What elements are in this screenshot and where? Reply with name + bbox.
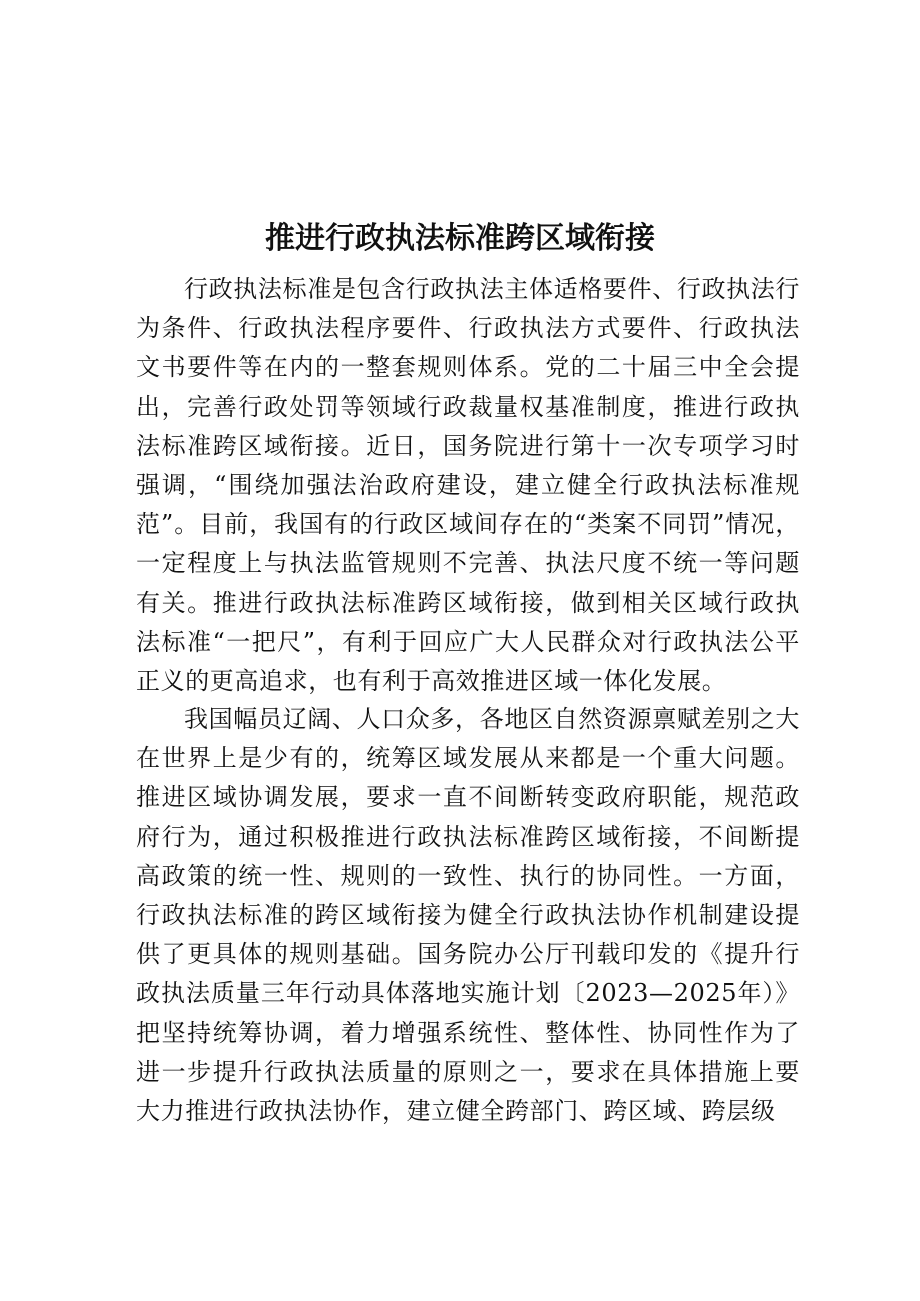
paragraph-2: 我国幅员辽阔、人口众多，各地区自然资源禀赋差别之大在世界上是少有的，统筹区域发展从来都是一个重大问题。推进区域协调发展，要求一直不间断转变政府职能，规范政府行为，通过积极推进行政执法标准跨区域衔接，不间断提高政策的统一性、规则的一致性、执行的协同性。一方面，行政执法标准的跨区域衔接为健全行政执法协作机制建设提供了更具体的规则基础。国务院办公厅刊载印发的《提升行政执法质量三年行动具体落地实施计划〔2023—2025年）》把坚持统筹协调，着力增强系统性、整体性、协同性作为了进一步提升行政执法质量的原则之一，要求在具体措施上要大力推进行政执法协作，建立健全跨部门、跨区域、跨层级	[136, 705, 800, 1126]
paragraph-1: 行政执法标准是包含行政执法主体适格要件、行政执法行为条件、行政执法程序要件、行政执法方式要件、行政执法文书要件等在内的一整套规则体系。党的二十届三中全会提出，完善行政处罚等领域行政裁量权基准制度，推进行政执法标准跨区域衔接。近日，国务院进行第十一次专项学习时强调，“围绕加强法治政府建设，建立健全行政执法标准规范”。目前，我国有的行政区域间存在的“类案不同罚”情况，一定程度上与执法监管规则不完善、执法尺度不统一等问题有关。推进行政执法标准跨区域衔接，做到相关区域行政执法标准“一把尺”，有利于回应广大人民群众对行政执法公平正义的更高追求，也有利于高效推进区域一体化发展。	[136, 275, 800, 696]
document-title: 推进行政执法标准跨区域衔接	[265, 221, 655, 256]
